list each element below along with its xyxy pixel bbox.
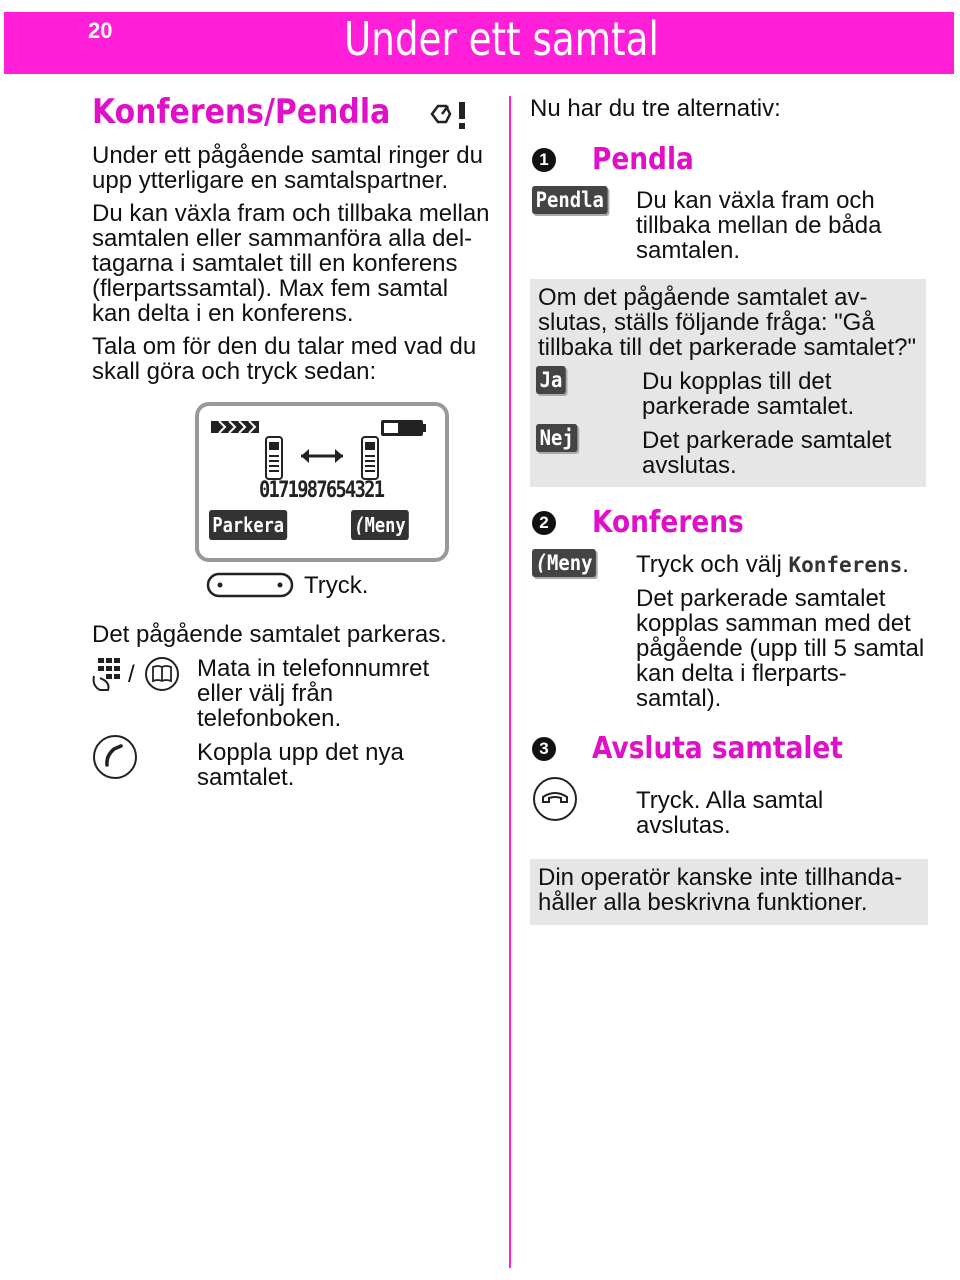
konferens-text: Det parkerade samtalet kopplas samman med det pågående (upp till 5 samtal kan delta i flerparts- samtal).: [636, 585, 925, 712]
enter-number-text: Mata in telefonnumret eller välj från telefonboken.: [197, 655, 430, 732]
pendla-text: Du kan växla fram och tillbaka mellan de båda samtalen.: [636, 187, 882, 264]
meny-softkey[interactable]: (Meny: [351, 510, 409, 540]
konferens-menu-item: Konferens: [788, 553, 903, 577]
softkey-bar-icon: [206, 570, 294, 605]
ja-text: Du kopplas till det parkerade samtalet.: [642, 368, 855, 420]
option-title-avsluta: Avsluta samtalet: [592, 731, 843, 766]
parked-text: Det pågående samtalet parkeras.: [92, 621, 447, 648]
battery-icon: [379, 418, 427, 443]
options-intro: Nu har du tre alternativ:: [530, 95, 781, 122]
phone-display: [195, 402, 449, 562]
call-icon: [92, 734, 138, 785]
konferens-instruction-suffix: .: [902, 551, 909, 578]
display-phone-number: 0171987654321: [259, 478, 384, 503]
column-divider: [509, 96, 511, 1268]
nej-text: Det parkerade samtalet avslutas.: [642, 427, 892, 479]
instruction-paragraph: Tala om för den du talar med vad du skall göra och tryck sedan:: [92, 333, 477, 385]
operator-note: Din operatör kanske inte tillhanda- håller alla beskrivna funktioner.: [538, 864, 903, 916]
section-heading: Konferens/Pendla: [92, 92, 391, 132]
page-title: Under ett samtal: [344, 12, 659, 66]
page-number: 20: [88, 18, 113, 43]
konferens-instruction: [636, 552, 909, 578]
swap-arrow-icon: [299, 446, 345, 471]
meny-softkey-label: Meny: [364, 513, 406, 537]
parkera-softkey[interactable]: Parkera: [209, 510, 287, 540]
end-call-text: Tryck. Alla samtal avslutas.: [636, 787, 824, 839]
option-number-2: 2: [532, 511, 556, 535]
meny-softkey-option2[interactable]: (Meny: [532, 549, 596, 577]
pendla-softkey[interactable]: Pendla: [532, 186, 607, 214]
konferens-instruction-prefix: Tryck och välj: [636, 551, 789, 578]
press-label: Tryck.: [304, 572, 369, 599]
option-number-3: 3: [532, 737, 556, 761]
intro-paragraph: Under ett pågående samtal ringer du upp ytterligare en samtalspartner.: [92, 142, 483, 194]
signal-icon: [211, 418, 259, 441]
meny-softkey-option2-label: Meny: [546, 551, 593, 575]
info-box-text: Om det pågående samtalet av- slutas, ställs följande fråga: "Gå tillbaka till det parkerade samtalet?": [538, 284, 917, 361]
option-title-pendla: Pendla: [592, 142, 694, 177]
slash-separator: /: [128, 661, 135, 688]
end-call-icon: [532, 776, 578, 827]
description-paragraph: Du kan växla fram och tillbaka mellan samtalen eller sammanföra alla del- tagarna i samtalet till en konferens (flerpartssamtal). Max fem samtal kan delta i en konferens.: [92, 200, 490, 327]
services-icon: [428, 100, 470, 135]
option-title-konferens: Konferens: [592, 505, 744, 540]
keypad-icon: [90, 656, 124, 697]
nej-softkey[interactable]: Nej: [536, 424, 577, 452]
ja-softkey[interactable]: Ja: [536, 366, 566, 394]
connect-text: Koppla upp det nya samtalet.: [197, 739, 404, 791]
phonebook-icon: [144, 656, 180, 697]
option-number-1: 1: [532, 148, 556, 172]
